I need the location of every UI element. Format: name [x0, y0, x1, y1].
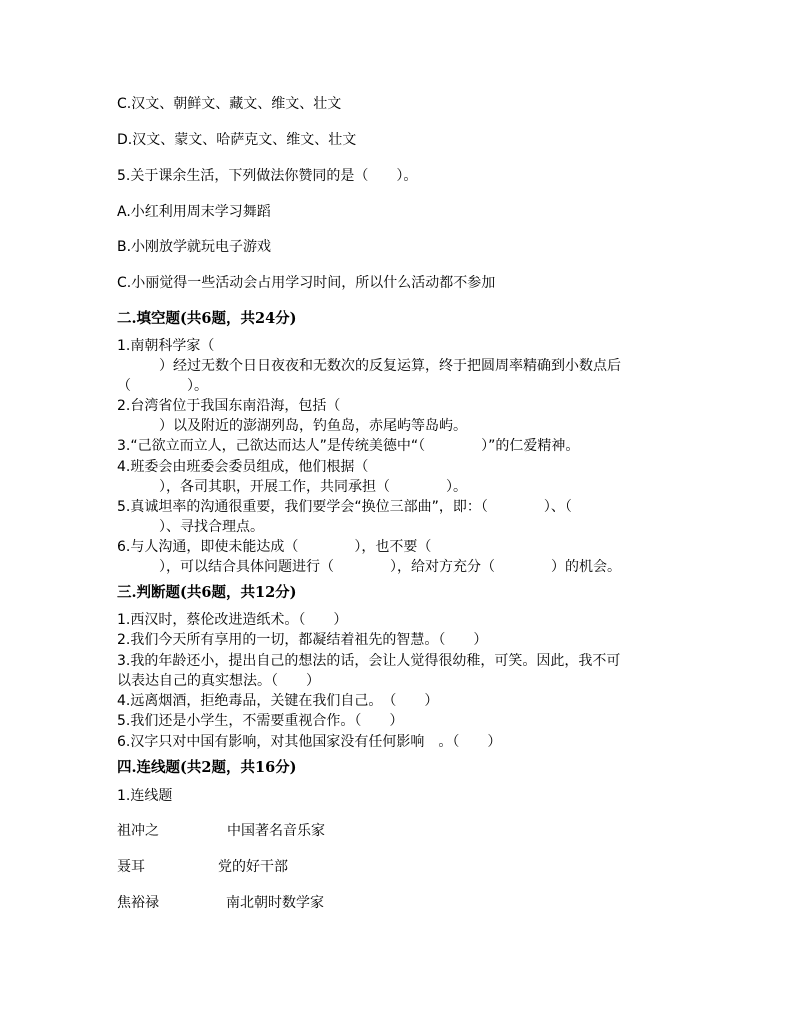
fill-blank-line: ），各司其职，开展工作，共同承担（ ）。: [117, 479, 467, 495]
fill-blank-line: 4.班委会由班委会委员组成，他们根据（: [117, 459, 369, 475]
fill-blank-line: ）以及附近的澎湖列岛，钓鱼岛，赤尾屿等岛屿。: [117, 418, 467, 434]
true-false-line: 1.西汉时，蔡伦改进造纸术。（ ）: [117, 612, 348, 628]
fill-blank-line: 5.真诚坦率的沟通很重要，我们要学会“换位三部曲”，即：（ ）、（: [117, 499, 572, 515]
question-5-stem: 5.关于课余生活，下列做法你赞同的是（ ）。: [117, 168, 418, 184]
fill-blank-line: 3.“己欲立而立人，己欲达而达人”是传统美德中“（ ）”的仁爱精神。: [117, 438, 580, 454]
section-fill-blank-heading: 二.填空题(共6题，共24分): [117, 310, 297, 327]
matching-right-item[interactable]: 南北朝时数学家: [226, 895, 324, 911]
fill-blank-line: 2.台湾省位于我国东南沿海，包括（: [117, 398, 341, 414]
true-false-line: 以表达自己的真实想法。（ ）: [117, 673, 320, 689]
true-false-line: 3.我的年龄还小，提出自己的想法的话，会让人觉得很幼稚，可笑。因此，我不可: [117, 653, 621, 669]
fill-blank-line: ）、寻找合理点。: [117, 519, 264, 535]
question-5-option-b: B.小刚放学就玩电子游戏: [117, 239, 272, 255]
fill-blank-line: 6.与人沟通，即使未能达成（ ），也不要（: [117, 539, 432, 555]
matching-left-item[interactable]: 祖冲之: [117, 823, 159, 839]
true-false-line: 4.远离烟酒，拒绝毒品，关键在我们自己。 （ ）: [117, 693, 439, 709]
matching-right-item[interactable]: 党的好干部: [218, 859, 288, 875]
fill-blank-line: （ ）。: [117, 378, 208, 394]
matching-left-item[interactable]: 聂耳: [117, 859, 145, 875]
section-matching-heading: 四.连线题(共2题，共16分): [117, 759, 297, 776]
true-false-line: 2.我们今天所有享用的一切，都凝结着祖先的智慧。（ ）: [117, 632, 488, 648]
question-5-option-a: A.小红利用周末学习舞蹈: [117, 204, 271, 220]
question-5-option-c: C.小丽觉得一些活动会占用学习时间，所以什么活动都不参加: [117, 275, 496, 291]
true-false-line: 5.我们还是小学生，不需要重视合作。（ ）: [117, 713, 404, 729]
matching-right-item[interactable]: 中国著名音乐家: [227, 823, 325, 839]
fill-blank-line: 1.南朝科学家（: [117, 338, 215, 354]
matching-subtitle: 1.连线题: [117, 788, 173, 804]
fill-blank-line: ），可以结合具体问题进行（ ），给对方充分（ ）的机会。: [117, 559, 621, 575]
option-c-prev: C.汉文、朝鲜文、藏文、维文、壮文: [117, 96, 342, 112]
matching-left-item[interactable]: 焦裕禄: [117, 895, 159, 911]
section-true-false-heading: 三.判断题(共6题，共12分): [117, 584, 297, 601]
fill-blank-line: ）经过无数个日日夜夜和无数次的反复运算，终于把圆周率精确到小数点后: [117, 358, 621, 374]
true-false-line: 6.汉字只对中国有影响，对其他国家没有任何影响 。（ ）: [117, 734, 502, 750]
option-d-prev: D.汉文、蒙文、哈萨克文、维文、壮文: [117, 132, 357, 148]
